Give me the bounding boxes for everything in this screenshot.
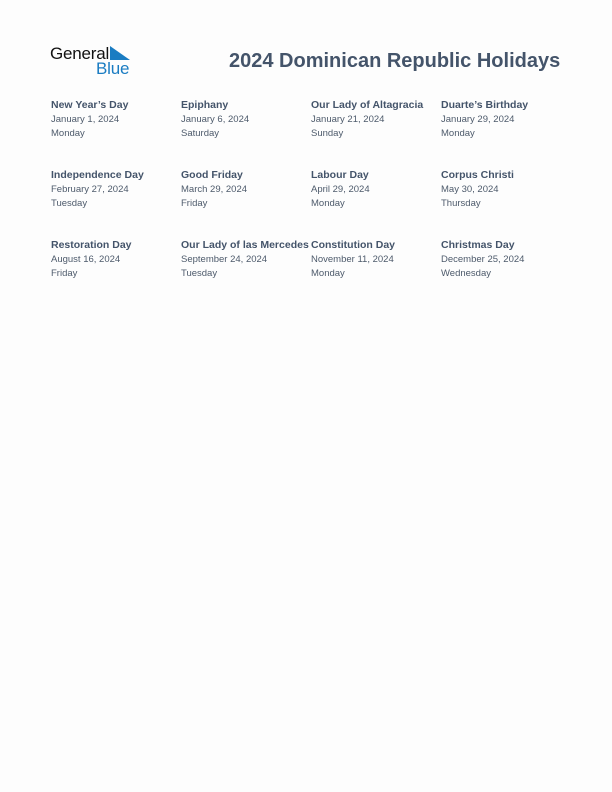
holiday-date: January 29, 2024	[441, 113, 515, 125]
logo-word-blue: Blue	[96, 59, 130, 78]
holiday-entry	[51, 98, 181, 168]
holiday-weekday: Monday	[311, 267, 345, 279]
holiday-entry	[181, 98, 311, 168]
holiday-date: August 16, 2024	[51, 253, 121, 265]
holiday-name: Corpus Christi	[441, 169, 514, 181]
holiday-date: September 24, 2024	[181, 253, 268, 265]
holiday-entry	[311, 238, 441, 308]
holiday-entry	[181, 238, 311, 308]
holiday-name: Restoration Day	[51, 239, 132, 251]
holiday-entry	[441, 238, 571, 308]
holiday-entry	[311, 168, 441, 238]
holiday-date: January 21, 2024	[311, 113, 385, 125]
holiday-date: February 27, 2024	[51, 183, 129, 195]
holiday-weekday: Tuesday	[181, 267, 218, 279]
holiday-name: Independence Day	[51, 169, 144, 181]
holiday-entry	[441, 98, 571, 168]
holiday-weekday: Friday	[181, 197, 208, 209]
page-title: 2024 Dominican Republic Holidays	[229, 50, 561, 72]
holiday-weekday: Saturday	[181, 127, 220, 139]
holiday-entry	[51, 238, 181, 308]
holiday-name: Duarte’s Birthday	[441, 99, 529, 111]
holiday-weekday: Sunday	[311, 127, 344, 139]
holiday-weekday: Monday	[311, 197, 345, 209]
holiday-name: Epiphany	[181, 99, 229, 111]
holiday-entry	[51, 168, 181, 238]
holiday-weekday: Wednesday	[441, 267, 491, 279]
holiday-weekday: Monday	[441, 127, 475, 139]
holiday-weekday: Thursday	[441, 197, 481, 209]
holiday-weekday: Friday	[51, 267, 78, 279]
holiday-entry	[311, 98, 441, 168]
holiday-name: Our Lady of las Mercedes	[181, 239, 309, 251]
holiday-date: May 30, 2024	[441, 183, 499, 195]
logo-word-general: General	[50, 44, 110, 63]
holiday-weekday: Tuesday	[51, 197, 88, 209]
holiday-date: April 29, 2024	[311, 183, 370, 195]
holiday-entry	[181, 168, 311, 238]
holiday-name: Good Friday	[181, 169, 243, 181]
holiday-name: Constitution Day	[311, 239, 395, 251]
holiday-date: January 1, 2024	[51, 113, 120, 125]
holiday-name: Christmas Day	[441, 239, 515, 251]
generalblue-logo	[50, 44, 140, 78]
holiday-name: New Year’s Day	[51, 99, 129, 111]
holiday-name: Our Lady of Altagracia	[311, 99, 424, 111]
holiday-date: March 29, 2024	[181, 183, 248, 195]
holiday-date: November 11, 2024	[311, 253, 394, 265]
holiday-entry	[441, 168, 571, 238]
holiday-name: Labour Day	[311, 169, 369, 181]
holiday-date: January 6, 2024	[181, 113, 250, 125]
holiday-date: December 25, 2024	[441, 253, 525, 265]
holiday-weekday: Monday	[51, 127, 85, 139]
holiday-list	[51, 98, 581, 308]
